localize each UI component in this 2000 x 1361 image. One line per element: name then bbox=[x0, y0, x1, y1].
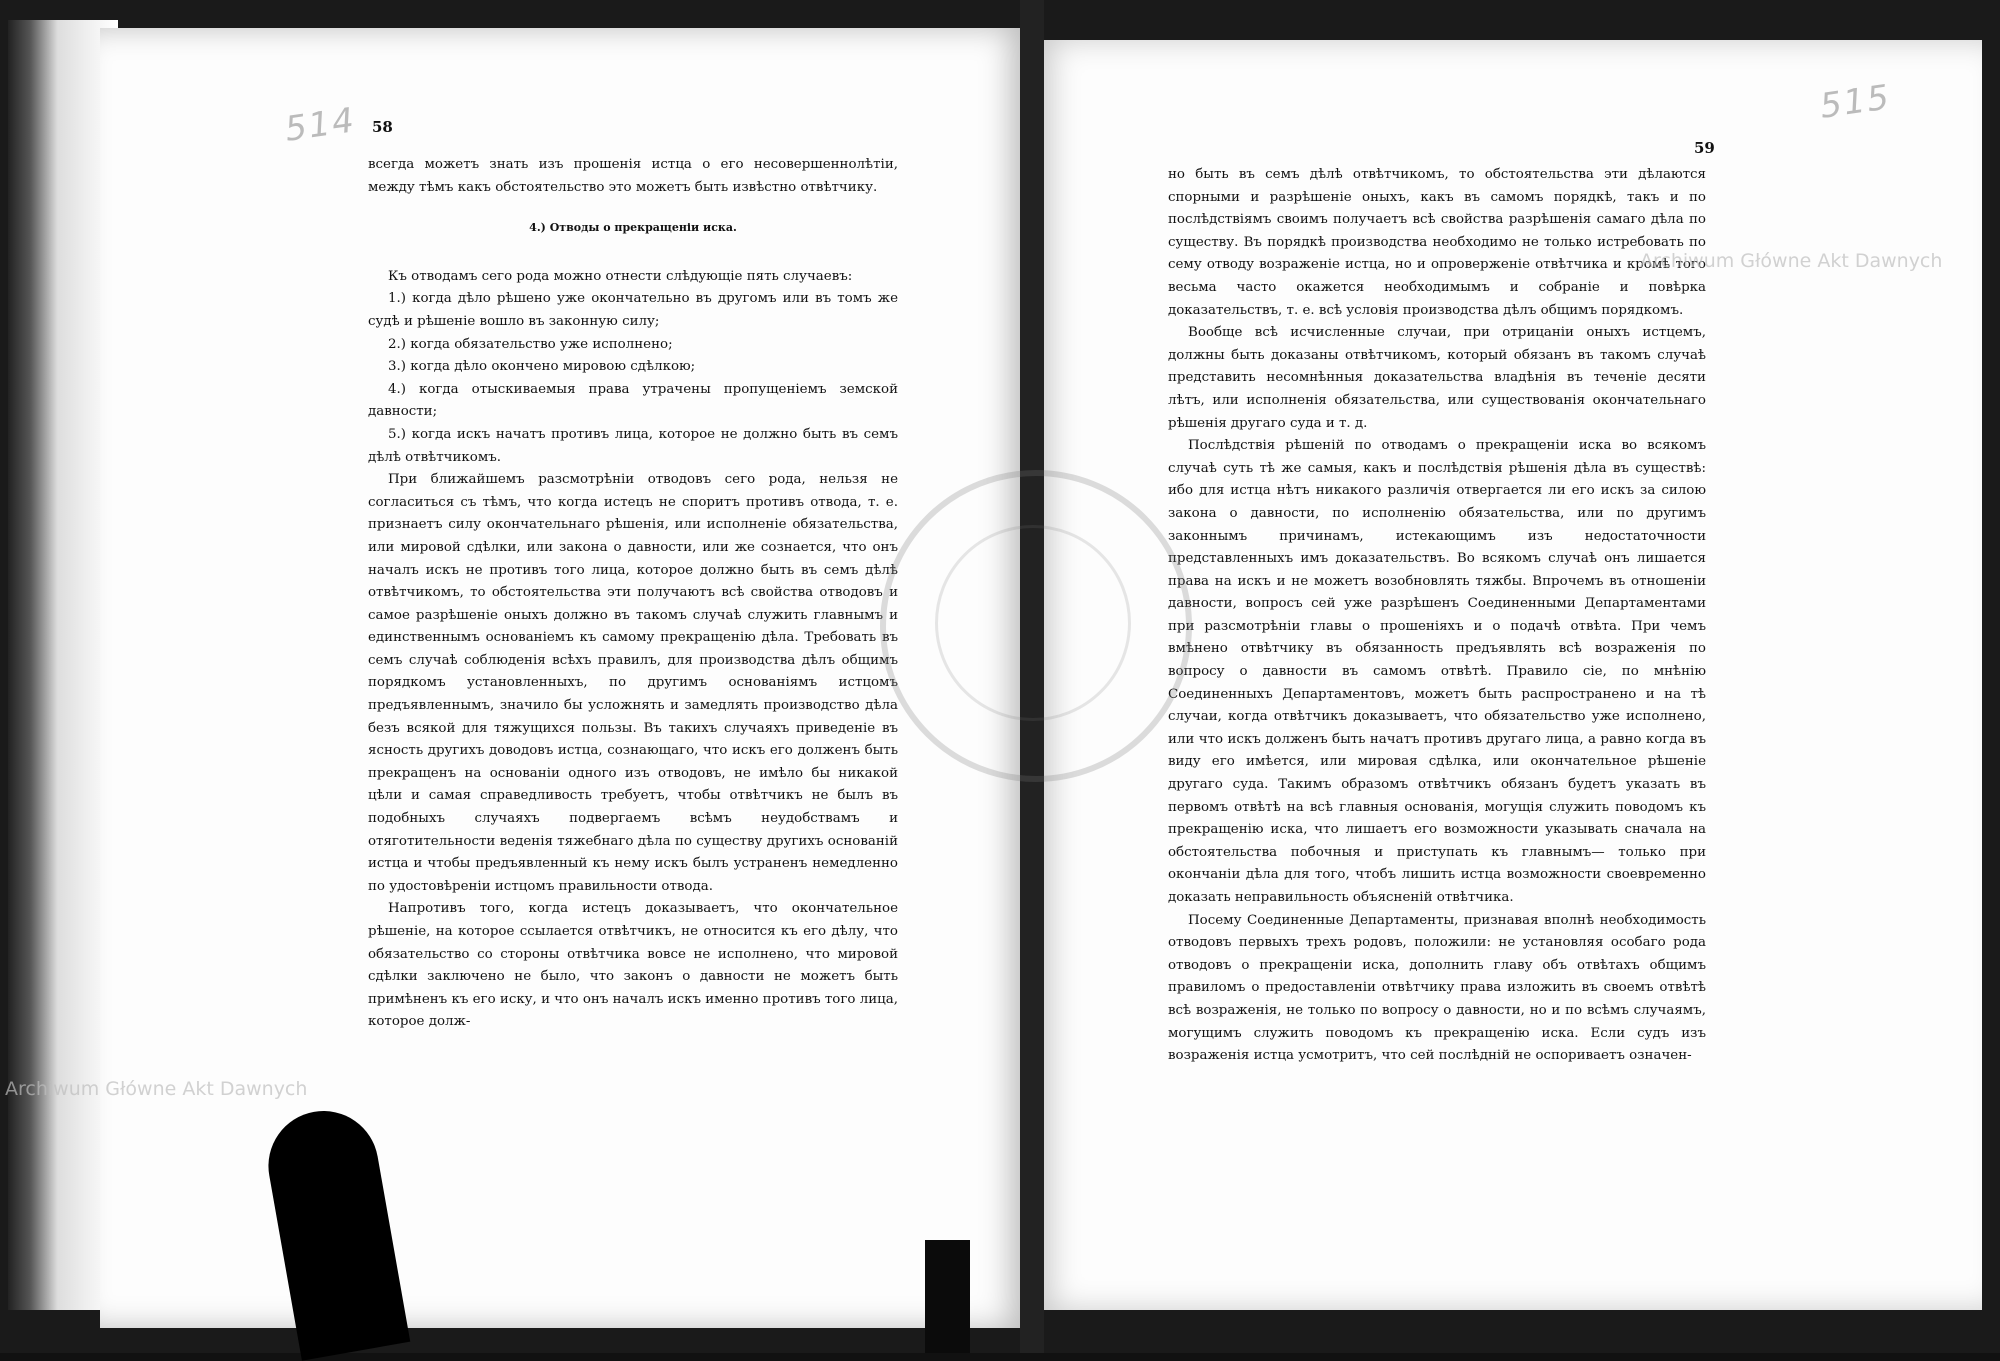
list-item: 3.) когда дѣло окончено мировою сдѣлкою; bbox=[388, 359, 696, 375]
right-page-number: 59 bbox=[1694, 139, 1715, 157]
paragraph: но быть въ семъ дѣлѣ отвѣтчикомъ, то обстоятельства эти дѣлаются спорными и разрѣшеніе оныхъ, какъ въ самомъ порядкѣ, такъ и по послѣдствіямъ своимъ получаетъ всѣ свойства разрѣшенія самаго дѣла по существу. Въ порядкѣ производства необходимо не только истребовать по сему отводу возраженіе истца, но и опроверженіе отвѣтчика и кромѣ того весьма часто окажется необходимымъ и собраніе и повѣрка доказательствъ, т. е. всѣ условія производства дѣлъ общимъ порядкомъ. bbox=[1168, 167, 1706, 318]
archive-watermark-bottom: Archiwum Główne Akt Dawnych bbox=[5, 1078, 308, 1100]
paragraph: Посему Соединенные Департаменты, признавая вполнѣ необходимость отводовъ первыхъ трехъ родовъ, положили: не установляя особаго рода отводовъ о прекращеніи иска, дополнить главу объ отвѣтахъ общимъ правиломъ о предоставленіи отвѣтчику права изложить въ своемъ отвѣтѣ всѣ возраженія, не только по вопросу о давности, но и по всѣмъ случаямъ, могущимъ служить поводомъ къ прекращенію иска. Если судъ изъ возраженія истца усмотритъ, что сей послѣдній не оспориваетъ означен- bbox=[1168, 912, 1706, 1064]
left-page-text bbox=[368, 154, 898, 1034]
paragraph: Напротивъ того, когда истецъ доказываетъ, что окончательное рѣшеніе, на которое ссылается отвѣтчикъ, не относится къ его дѣлу, что обязательство со стороны отвѣтчика вовсе не исполнено, что мировой сдѣлки заключено не было, что законъ о давности не можетъ быть примѣненъ къ его иску, и что онъ началъ искъ именно противъ того лица, которое долж- bbox=[368, 901, 898, 1030]
right-page-text bbox=[1168, 164, 1706, 1068]
paragraph: всегда можетъ знать изъ прошенія истца о его несовершеннолѣтіи, между тѣмъ какъ обстоятельство это можетъ быть извѣстно отвѣтчику. bbox=[368, 157, 898, 195]
right-pencil-note: 515 bbox=[1817, 77, 1894, 127]
archive-watermark-top: Archiwum Główne Akt Dawnych bbox=[1640, 250, 1943, 272]
list-item: 5.) когда искъ начатъ противъ лица, которое не должно быть въ семъ дѣлѣ отвѣтчикомъ. bbox=[368, 426, 898, 465]
list-item: 4.) когда отыскиваемыя права утрачены пропущеніемъ земской давности; bbox=[368, 381, 898, 420]
list-item: 2.) когда обязательство уже исполнено; bbox=[388, 336, 673, 352]
paragraph: При ближайшемъ разсмотрѣніи отводовъ сего рода, нельзя не согласиться съ тѣмъ, что когда истецъ не споритъ противъ отвода, т. е. признаетъ силу окончательнаго рѣшенія, или исполненіе обязательства, или мировой сдѣлки, или закона о давности, или же сознается, что онъ началъ искъ не противъ того лица, которое должно быть въ семъ дѣлѣ отвѣтчикомъ, то обстоятельства эти получаютъ всѣ свойства отводовъ и самое разрѣшеніе оныхъ должно въ такомъ случаѣ служить главнымъ и единственнымъ основаніемъ къ самому прекращенію дѣла. Требовать въ семъ случаѣ соблюденія всѣхъ правилъ, для производства дѣлъ общимъ порядкомъ установленныхъ, по другимъ основаніямъ истцомъ предъявленнымъ, значило бы усложнять и замедлять производство дѣла безъ всякой для тяжущихся пользы. Въ такихъ случаяхъ приведеніе въ ясность другихъ доводовъ истца, сознающаго, что искъ его долженъ быть прекращенъ на основаніи одного изъ отводовъ, не имѣло бы никакой цѣли и самая справедливость требуетъ, чтобы отвѣтчикъ не былъ въ подобныхъ случаяхъ подвергаемъ всѣмъ неудобствамъ и отяготительности веденія тяжебнаго дѣла по существу другихъ основаній истца и чтобы предъявленный къ нему искъ былъ устраненъ немедленно по удостовѣреніи истцомъ правильности отвода. bbox=[368, 472, 898, 894]
paragraph: Къ отводамъ сего рода можно отнести слѣдующіе пять случаевъ: bbox=[388, 268, 853, 284]
archive-stamp-inner bbox=[935, 525, 1131, 721]
paragraph: Послѣдствія рѣшеній по отводамъ о прекращеніи иска во всякомъ случаѣ суть тѣ же самыя, какъ и послѣдствія рѣшенія дѣла въ существѣ: ибо для истца нѣтъ никакого различія отвергается ли его искъ за силою закона о давности, по исполненію обязательства, или по другимъ законнымъ причинамъ, истекающимъ изъ недостаточности представленныхъ имъ доказательствъ. Во всякомъ случаѣ онъ лишается права на искъ и не можетъ возобновлять тяжбы. Впрочемъ въ отношеніи давности, вопросъ сей уже разрѣшенъ Соединенными Департаментами при разсмотрѣніи главы о прошеніяхъ и о подачѣ отвѣта. При чемъ вмѣнено отвѣтчику въ обязанность предъявлять всѣ возраженія по вопросу о давности въ самомъ отвѣтѣ. Правило сіе, по мнѣнію Соединенныхъ Департаментовъ, можетъ быть распространено и на тѣ случаи, когда отвѣтчикъ доказываетъ, что обязательство уже исполнено, или что искъ долженъ быть начатъ противъ другаго лица, а равно когда въ виду его имѣется, или мировая сдѣлка, или окончательное рѣшеніе другаго суда. Такимъ образомъ отвѣтчикъ обязанъ будетъ указать въ первомъ отвѣтѣ на всѣ главныя основанія, могущія служить поводомъ къ прекращенію иска, что лишаетъ его возможности указывать сначала на обстоятельства побочныя и приступать къ главнымъ— только при окончаніи дѣла для того, чтобъ лишить истца возможности своевременно доказать неправильность объясненій отвѣтчика. bbox=[1168, 438, 1706, 905]
left-pencil-note: 514 bbox=[282, 100, 359, 150]
paragraph: Вообще всѣ исчисленные случаи, при отрицаніи оныхъ истцемъ, должны быть доказаны отвѣтчикомъ, который обязанъ въ такомъ случаѣ представить несомнѣнныя доказательства владѣнія въ теченіе десяти лѣтъ, или исполненія обязательства, или существованія окончательнаго рѣшенія другаго суда и т. д. bbox=[1168, 325, 1706, 431]
bookmark-ribbon bbox=[925, 1240, 970, 1353]
list-item: 1.) когда дѣло рѣшено уже окончательно въ другомъ или въ томъ же судѣ и рѣшеніе вошло въ законную силу; bbox=[368, 291, 898, 329]
section-heading: 4.) Отводы о прекращеніи иска. bbox=[529, 221, 737, 235]
left-page-number: 58 bbox=[372, 118, 393, 136]
